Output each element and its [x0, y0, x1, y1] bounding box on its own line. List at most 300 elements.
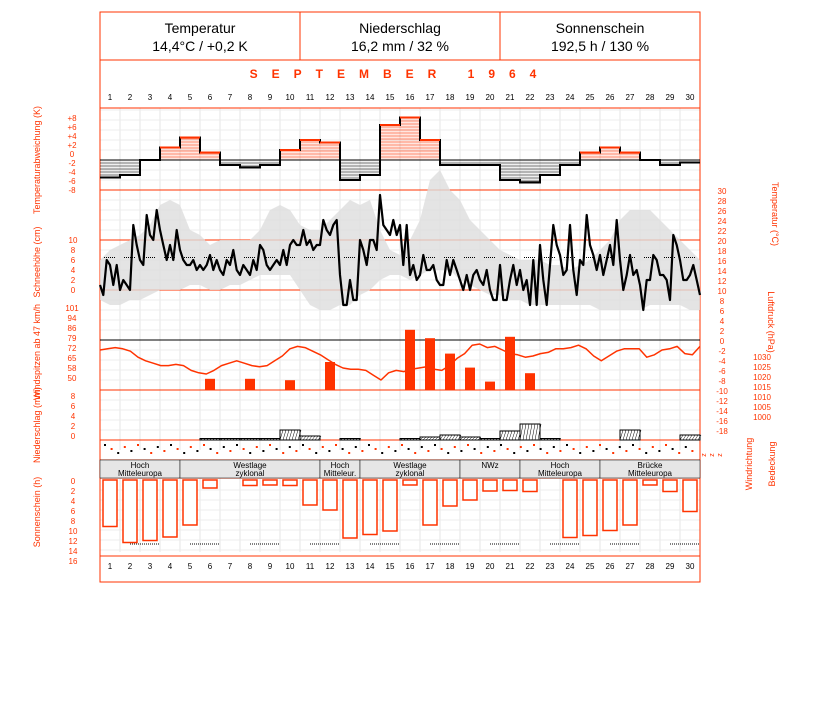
temperature-tick-label: -14	[716, 407, 728, 416]
wind-direction-dot	[170, 444, 172, 446]
temperature-tick-label: 8	[719, 297, 725, 306]
wind-direction-dot	[236, 444, 238, 446]
wind-direction-dot	[639, 448, 641, 450]
wind-direction-dot	[210, 448, 212, 450]
wind-direction-dot	[625, 450, 627, 452]
precipitation-bar	[520, 424, 540, 440]
precipitation-bar	[500, 431, 520, 440]
header-sunshine-title: Sonnenschein	[555, 20, 645, 36]
sunshine-bar	[183, 480, 197, 525]
wind-direction-dot	[381, 452, 383, 454]
wind-direction-dot	[619, 446, 621, 448]
day-label-bottom: 8	[247, 562, 253, 571]
anomaly-tick-label: -6	[68, 177, 76, 186]
precipitation-bar	[280, 430, 300, 440]
header-temperature-title: Temperatur	[164, 20, 236, 36]
precip-tick-label: 0	[70, 432, 76, 441]
weather-type-label: Hoch Mitteleuropa	[537, 461, 583, 478]
precipitation-bar	[440, 435, 460, 440]
wind-direction-dot	[507, 448, 509, 450]
wind-direction-dot	[632, 444, 634, 446]
temperature-tick-label: -8	[718, 377, 726, 386]
sun-tick-label: 8	[70, 517, 76, 526]
wind-direction-dot	[117, 452, 119, 454]
wind-direction-dot	[163, 450, 165, 452]
anomaly-bar	[540, 160, 560, 175]
wind-direction-dot	[229, 450, 231, 452]
day-label-top: 18	[445, 93, 455, 102]
weather-type-label: NWz	[481, 461, 499, 470]
day-label-top: 14	[365, 93, 375, 102]
wind-direction-dot	[586, 446, 588, 448]
sun-tick-label: 14	[68, 547, 78, 556]
wind-tick-label: 101	[65, 304, 79, 313]
wind-direction-dot	[315, 452, 317, 454]
day-label-bottom: 9	[267, 562, 273, 571]
axis-title-wind: Windspitzen ab 47 km/h	[32, 303, 42, 401]
day-label-top: 7	[227, 93, 233, 102]
wind-direction-dot	[493, 450, 495, 452]
wind-direction-dot	[157, 446, 159, 448]
wind-direction-dot	[540, 448, 542, 450]
wind-tick-label: 50	[67, 374, 77, 383]
temperature-tick-label: 16	[717, 257, 727, 266]
wind-direction-dot	[454, 446, 456, 448]
wind-tick-label: 86	[67, 324, 77, 333]
day-label-top: 6	[207, 93, 213, 102]
temperature-tick-label: 20	[717, 237, 727, 246]
wind-tick-label: 79	[67, 334, 77, 343]
wind-direction-dot	[414, 452, 416, 454]
snow-tick-label: 8	[70, 246, 76, 255]
wind-direction-dot	[328, 450, 330, 452]
sun-tick-label: 4	[70, 497, 76, 506]
sunshine-bar	[343, 480, 357, 538]
day-label-bottom: 20	[485, 562, 495, 571]
precip-tick-label: 2	[70, 422, 76, 431]
sun-tick-label: 10	[68, 527, 78, 536]
temperature-tick-label: -18	[716, 427, 728, 436]
wind-direction-dot	[467, 444, 469, 446]
wind-direction-dot	[309, 448, 311, 450]
day-label-bottom: 24	[565, 562, 575, 571]
axis-title-wind-direction: Windrichtung	[744, 437, 754, 491]
sunshine-bar	[363, 480, 377, 535]
temperature-tick-label: -12	[716, 397, 728, 406]
wind-gust-bar	[525, 373, 535, 390]
temperature-tick-label: 18	[717, 247, 727, 256]
day-label-top: 10	[285, 93, 295, 102]
wind-direction-dot	[203, 444, 205, 446]
temperature-tick-label: -6	[718, 367, 726, 376]
temperature-tick-label: 0	[719, 337, 725, 346]
day-label-bottom: 17	[425, 562, 435, 571]
day-label-bottom: 23	[545, 562, 555, 571]
wind-tick-label: 72	[67, 344, 77, 353]
anomaly-bar	[180, 138, 200, 161]
day-label-top: 26	[605, 93, 615, 102]
temperature-tick-label: 14	[717, 267, 727, 276]
wind-direction-dot	[368, 444, 370, 446]
day-label-bottom: 11	[305, 562, 315, 571]
anomaly-tick-label: +6	[67, 123, 77, 132]
wind-direction-dot	[500, 444, 502, 446]
wind-direction-dot	[355, 446, 357, 448]
sunshine-bar	[523, 480, 537, 492]
sunshine-bar	[603, 480, 617, 531]
temperature-tick-label: -10	[716, 387, 728, 396]
day-label-top: 20	[485, 93, 495, 102]
day-label-top: 23	[545, 93, 555, 102]
wind-gust-bar	[465, 368, 475, 390]
wind-gust-bar	[505, 337, 515, 390]
snow-tick-label: 4	[70, 266, 76, 275]
precipitation-bar	[680, 435, 700, 440]
sunshine-bar	[683, 480, 697, 512]
temperature-tick-label: -4	[718, 357, 726, 366]
sunshine-bar	[463, 480, 477, 500]
day-label-top: 17	[425, 93, 435, 102]
anomaly-tick-label: -4	[68, 168, 76, 177]
wind-direction-dot	[434, 444, 436, 446]
wind-direction-dot	[658, 450, 660, 452]
sun-tick-label: 6	[70, 507, 76, 516]
day-label-top: 8	[247, 93, 253, 102]
anomaly-bar	[200, 153, 220, 161]
day-label-bottom: 30	[685, 562, 695, 571]
wind-direction-dot	[566, 444, 568, 446]
wind-direction-dot	[691, 450, 693, 452]
temperature-tick-label: 24	[717, 217, 727, 226]
day-label-top: 19	[465, 93, 475, 102]
wind-direction-label: z	[717, 453, 724, 457]
header-temperature-value: 14,4°C / +0,2 K	[152, 38, 248, 54]
sunshine-bar	[163, 480, 177, 537]
day-label-bottom: 2	[127, 562, 133, 571]
sunshine-bar	[283, 480, 297, 486]
wind-direction-dot	[295, 450, 297, 452]
wind-direction-dot	[269, 444, 271, 446]
sunshine-bar	[323, 480, 337, 510]
snow-tick-label: 0	[70, 286, 76, 295]
day-label-bottom: 12	[325, 562, 335, 571]
day-label-bottom: 16	[405, 562, 415, 571]
day-label-top: 9	[267, 93, 273, 102]
temperature-tick-label: 6	[719, 307, 725, 316]
pressure-tick-label: 1030	[753, 353, 771, 362]
sunshine-bar	[623, 480, 637, 525]
wind-direction-dot	[520, 446, 522, 448]
sunshine-bar	[423, 480, 437, 525]
axis-title-pressure: Luftdruck (hPa)	[766, 291, 776, 353]
wind-direction-dot	[513, 452, 515, 454]
snow-tick-label: 10	[68, 236, 78, 245]
day-label-bottom: 22	[525, 562, 535, 571]
wind-direction-dot	[104, 444, 106, 446]
wind-tick-label: 58	[67, 364, 77, 373]
wind-direction-dot	[460, 450, 462, 452]
temperature-tick-label: 26	[717, 207, 727, 216]
wind-direction-dot	[216, 452, 218, 454]
weather-type-label: Hoch Mitteleuropa	[117, 461, 163, 478]
wind-direction-dot	[124, 446, 126, 448]
day-label-bottom: 10	[285, 562, 295, 571]
wind-direction-dot	[183, 452, 185, 454]
sunshine-bar	[643, 480, 657, 485]
wind-direction-dot	[474, 448, 476, 450]
wind-gust-bar	[285, 380, 295, 390]
wind-direction-dot	[546, 452, 548, 454]
sunshine-bar	[383, 480, 397, 531]
wind-direction-dot	[645, 452, 647, 454]
day-label-top: 21	[505, 93, 515, 102]
sunshine-bar	[583, 480, 597, 536]
anomaly-bar	[280, 150, 300, 160]
wind-direction-dot	[289, 446, 291, 448]
weather-type-label: Hoch Mitteleur.	[323, 461, 357, 478]
day-label-top: 24	[565, 93, 575, 102]
wind-direction-dot	[130, 450, 132, 452]
sun-tick-label: 16	[68, 557, 78, 566]
precip-tick-label: 4	[70, 412, 76, 421]
day-label-top: 27	[625, 93, 635, 102]
wind-direction-dot	[177, 448, 179, 450]
day-label-bottom: 28	[645, 562, 655, 571]
weather-type-label: Westlage zyklonal	[233, 461, 267, 478]
wind-direction-dot	[672, 448, 674, 450]
wind-direction-dot	[322, 446, 324, 448]
wind-direction-dot	[348, 452, 350, 454]
wind-direction-dot	[302, 444, 304, 446]
wind-direction-dot	[249, 452, 251, 454]
wind-direction-dot	[335, 444, 337, 446]
wind-direction-dot	[262, 450, 264, 452]
anomaly-bar	[520, 160, 540, 183]
day-label-top: 12	[325, 93, 335, 102]
sun-tick-label: 12	[68, 537, 78, 546]
day-label-top: 1	[107, 93, 113, 102]
day-label-bottom: 15	[385, 562, 395, 571]
axis-title-snow: Schneehöhe (cm)	[32, 226, 42, 298]
anomaly-tick-label: +2	[67, 141, 77, 150]
wind-direction-dot	[375, 448, 377, 450]
day-label-top: 11	[305, 93, 315, 102]
sunshine-bar	[143, 480, 157, 541]
precip-tick-label: 8	[70, 392, 76, 401]
wind-direction-dot	[652, 446, 654, 448]
temperature-tick-label: 10	[717, 287, 727, 296]
day-label-bottom: 25	[585, 562, 595, 571]
temperature-tick-label: -16	[716, 417, 728, 426]
temperature-tick-label: 12	[717, 277, 727, 286]
anomaly-bar	[240, 160, 260, 168]
anomaly-tick-label: -2	[68, 159, 76, 168]
wind-direction-dot	[487, 446, 489, 448]
day-label-top: 22	[525, 93, 535, 102]
anomaly-tick-label: +8	[67, 114, 77, 123]
axis-title-cloud-cover: Bedeckung	[767, 441, 777, 487]
wind-direction-dot	[678, 452, 680, 454]
sun-tick-label: 0	[70, 477, 76, 486]
wind-tick-label: 65	[67, 354, 77, 363]
wind-direction-dot	[223, 446, 225, 448]
axis-title-precip: Niederschlag (mm)	[32, 386, 42, 464]
pressure-tick-label: 1010	[753, 393, 771, 402]
wind-direction-dot	[137, 444, 139, 446]
pressure-tick-label: 1015	[753, 383, 771, 392]
wind-direction-dot	[441, 448, 443, 450]
header-sunshine-value: 192,5 h / 130 %	[550, 38, 650, 54]
day-label-bottom: 6	[207, 562, 213, 571]
snow-tick-label: 2	[70, 276, 76, 285]
day-label-bottom: 21	[505, 562, 515, 571]
day-label-bottom: 3	[147, 562, 153, 571]
pressure-tick-label: 1020	[753, 373, 771, 382]
wind-direction-dot	[665, 444, 667, 446]
wind-direction-dot	[685, 446, 687, 448]
anomaly-bar	[360, 160, 380, 175]
day-label-bottom: 19	[465, 562, 475, 571]
precipitation-bar	[300, 436, 320, 440]
wind-direction-label: z	[709, 453, 716, 457]
day-label-bottom: 27	[625, 562, 635, 571]
temperature-tick-label: 2	[719, 327, 725, 336]
day-label-top: 29	[665, 93, 675, 102]
month-title: SEPTEMBER 1964	[249, 67, 551, 81]
wind-direction-dot	[526, 450, 528, 452]
sunshine-bar	[443, 480, 457, 506]
wind-gust-bar	[445, 354, 455, 390]
wind-direction-dot	[394, 450, 396, 452]
precipitation-bar	[460, 437, 480, 440]
sun-tick-label: 2	[70, 487, 76, 496]
pressure-tick-label: 1005	[753, 403, 771, 412]
wind-direction-dot	[599, 444, 601, 446]
axis-title-temp-anomaly: Temperaturabweichung (K)	[32, 105, 42, 215]
day-label-bottom: 26	[605, 562, 615, 571]
temperature-tick-label: -2	[718, 347, 726, 356]
wind-direction-dot	[282, 452, 284, 454]
wind-direction-dot	[559, 450, 561, 452]
day-label-bottom: 18	[445, 562, 455, 571]
wind-direction-dot	[342, 448, 344, 450]
wind-gust-bar	[485, 382, 495, 390]
weather-type-label: Brücke Mitteleuropa	[627, 461, 673, 478]
wind-direction-dot	[144, 448, 146, 450]
wind-direction-dot	[447, 452, 449, 454]
anomaly-bar	[120, 160, 140, 175]
temperature-tick-label: 30	[717, 187, 727, 196]
sunshine-bar	[303, 480, 317, 505]
wind-gust-bar	[425, 338, 435, 390]
axis-title-sun: Sonnenschein (h)	[32, 476, 42, 548]
wind-direction-dot	[243, 448, 245, 450]
wind-direction-dot	[592, 450, 594, 452]
wind-direction-dot	[579, 452, 581, 454]
wind-direction-dot	[190, 446, 192, 448]
pressure-tick-label: 1025	[753, 363, 771, 372]
wind-direction-dot	[361, 450, 363, 452]
sunshine-bar	[563, 480, 577, 538]
wind-direction-dot	[427, 450, 429, 452]
precipitation-bar	[620, 430, 640, 440]
sunshine-bar	[503, 480, 517, 491]
anomaly-tick-label: 0	[69, 150, 75, 159]
day-label-bottom: 1	[107, 562, 113, 571]
day-label-top: 2	[127, 93, 133, 102]
wind-direction-dot	[573, 448, 575, 450]
day-label-bottom: 7	[227, 562, 233, 571]
wind-direction-dot	[196, 450, 198, 452]
day-label-top: 3	[147, 93, 153, 102]
wind-direction-dot	[606, 448, 608, 450]
anomaly-bar	[620, 153, 640, 161]
day-label-top: 15	[385, 93, 395, 102]
sunshine-bar	[123, 480, 137, 543]
wind-direction-dot	[150, 452, 152, 454]
day-label-top: 5	[187, 93, 193, 102]
day-label-bottom: 5	[187, 562, 193, 571]
anomaly-tick-label: -8	[68, 186, 76, 195]
wind-tick-label: 94	[67, 314, 77, 323]
precip-tick-label: 6	[70, 402, 76, 411]
day-label-bottom: 29	[665, 562, 675, 571]
header-precipitation-value: 16,2 mm / 32 %	[350, 38, 450, 54]
day-label-bottom: 14	[365, 562, 375, 571]
day-label-top: 30	[685, 93, 695, 102]
pressure-tick-label: 1000	[753, 413, 771, 422]
temperature-tick-label: 28	[717, 197, 727, 206]
wind-direction-dot	[553, 446, 555, 448]
wind-gust-bar	[205, 379, 215, 390]
day-label-bottom: 4	[167, 562, 173, 571]
sunshine-bar	[103, 480, 117, 527]
wind-gust-bar	[325, 362, 335, 390]
sunshine-bar	[483, 480, 497, 491]
precipitation-bar	[420, 437, 440, 440]
wind-direction-dot	[256, 446, 258, 448]
day-label-bottom: 13	[345, 562, 355, 571]
wind-direction-label: z	[701, 453, 708, 457]
sunshine-bar	[403, 480, 417, 485]
axis-title-temperature: Temperatur (°C)	[770, 181, 780, 247]
temperature-tick-label: 4	[719, 317, 725, 326]
sunshine-bar	[243, 480, 257, 486]
sunshine-bar	[663, 480, 677, 492]
wind-direction-dot	[421, 446, 423, 448]
wind-direction-dot	[533, 444, 535, 446]
wind-direction-dot	[612, 452, 614, 454]
day-label-top: 4	[167, 93, 173, 102]
wind-direction-dot	[111, 448, 113, 450]
day-label-top: 28	[645, 93, 655, 102]
anomaly-bar	[580, 153, 600, 161]
wind-direction-dot	[480, 452, 482, 454]
weather-type-label: Westlage zyklonal	[393, 461, 427, 478]
temperature-tick-label: 22	[717, 227, 727, 236]
anomaly-tick-label: +4	[67, 132, 77, 141]
header-precipitation-title: Niederschlag	[359, 20, 441, 36]
day-label-top: 16	[405, 93, 415, 102]
wind-gust-bar	[405, 330, 415, 390]
snow-tick-label: 6	[70, 256, 76, 265]
wind-direction-dot	[388, 446, 390, 448]
wind-direction-dot	[401, 444, 403, 446]
sunshine-bar	[203, 480, 217, 488]
wind-direction-dot	[408, 448, 410, 450]
day-label-top: 13	[345, 93, 355, 102]
wind-gust-bar	[245, 379, 255, 390]
